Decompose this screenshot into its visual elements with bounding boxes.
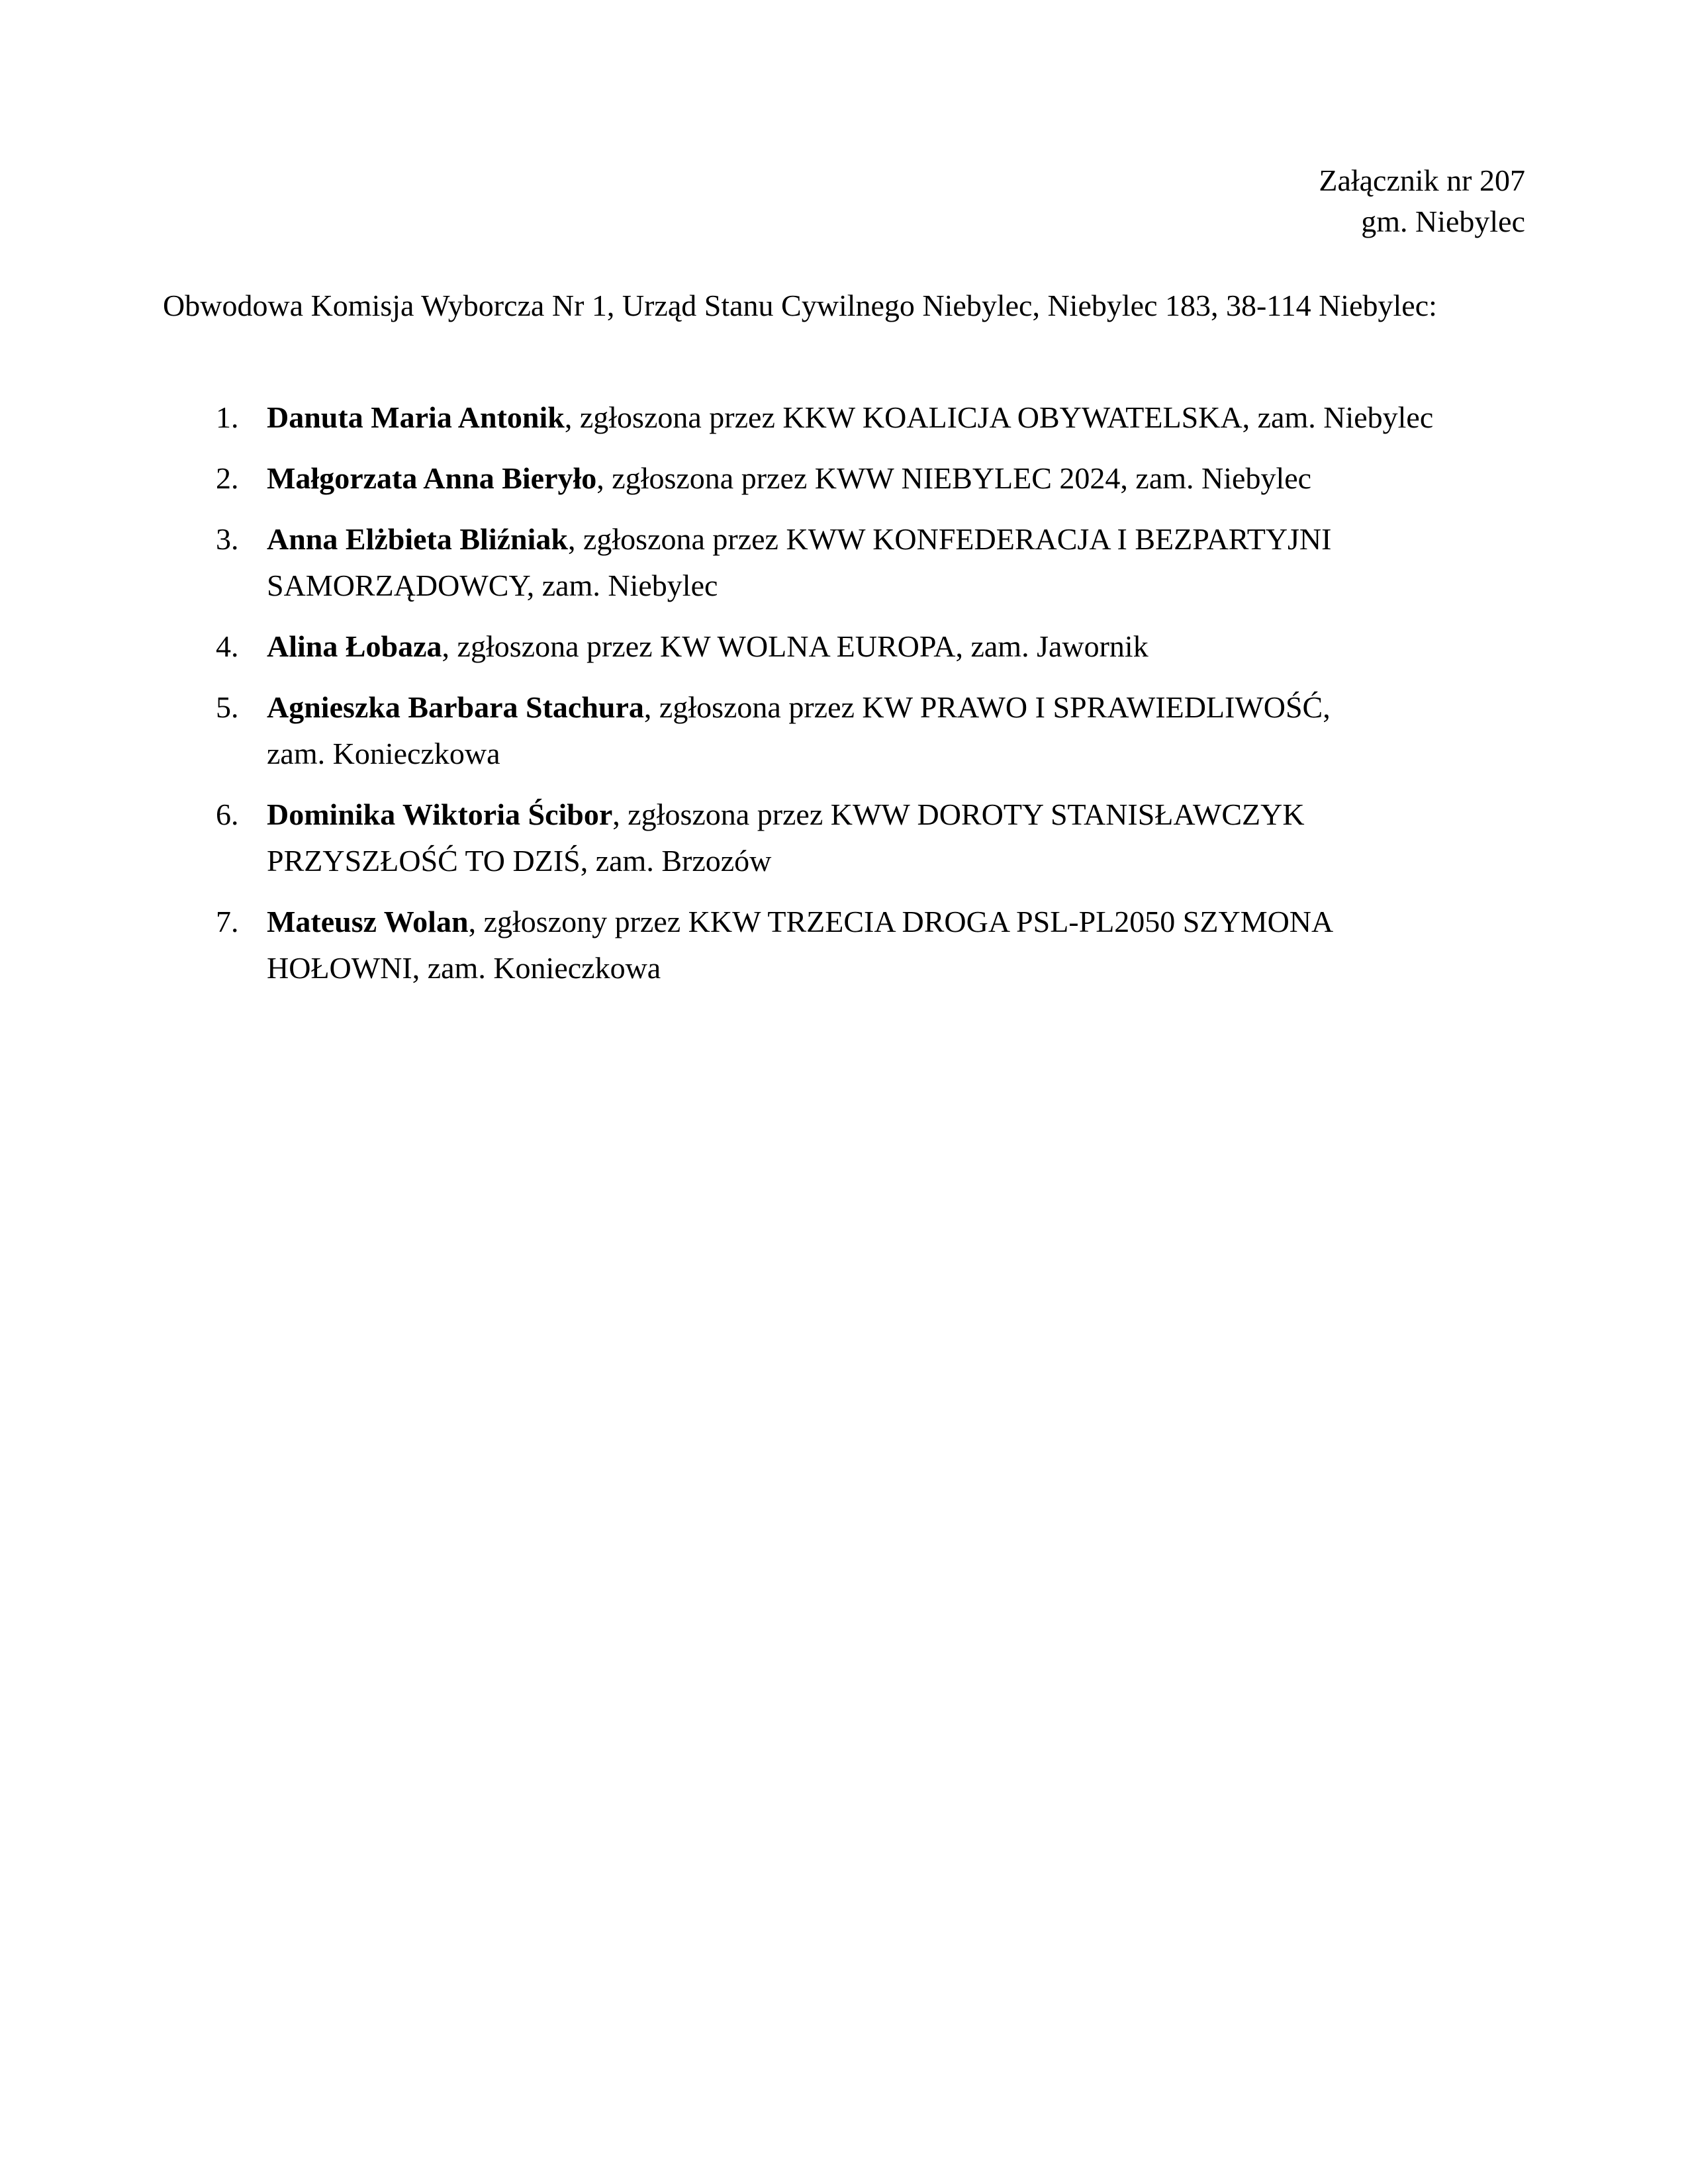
member-list-item bbox=[163, 684, 1526, 777]
member-description: , zgłoszony przez KKW TRZECIA DROGA PSL-PL2050 SZYMONA bbox=[468, 905, 1334, 938]
member-line-1 bbox=[267, 394, 1526, 441]
member-list-item bbox=[163, 899, 1526, 991]
member-number: 7. bbox=[216, 905, 239, 938]
member-number: 6. bbox=[216, 797, 239, 831]
member-line-1 bbox=[267, 516, 1526, 563]
member-description: , zgłoszona przez KW WOLNA EUROPA, zam. Jawornik bbox=[442, 629, 1149, 663]
member-number: 4. bbox=[216, 629, 239, 663]
member-name: Mateusz Wolan bbox=[267, 905, 469, 938]
member-line-1 bbox=[267, 899, 1526, 945]
member-name: Anna Elżbieta Bliźniak bbox=[267, 522, 568, 556]
member-number: 5. bbox=[216, 690, 239, 724]
member-name: Alina Łobaza bbox=[267, 629, 442, 663]
commission-member-list bbox=[163, 394, 1526, 1006]
member-description: , zgłoszona przez KKW KOALICJA OBYWATELSKA, zam. Niebylec bbox=[564, 400, 1434, 434]
member-line-2: PRZYSZŁOŚĆ TO DZIŚ, zam. Brzozów bbox=[267, 844, 772, 878]
member-list-item bbox=[163, 394, 1526, 441]
member-description: , zgłoszona przez KWW NIEBYLEC 2024, zam. Niebylec bbox=[596, 461, 1312, 495]
member-line-1 bbox=[267, 684, 1526, 731]
member-list-item bbox=[163, 792, 1526, 884]
member-description: , zgłoszona przez KW PRAWO I SPRAWIEDLIWOŚĆ, bbox=[643, 690, 1331, 724]
member-line-1 bbox=[267, 792, 1526, 838]
member-name: Danuta Maria Antonik bbox=[267, 400, 565, 434]
member-description: , zgłoszona przez KWW KONFEDERACJA I BEZPARTYJNI bbox=[567, 522, 1332, 556]
member-list-item bbox=[163, 623, 1526, 670]
member-number: 1. bbox=[216, 400, 239, 434]
member-line-2: HOŁOWNI, zam. Konieczkowa bbox=[267, 951, 661, 985]
member-name: Małgorzata Anna Bieryło bbox=[267, 461, 597, 495]
attachment-header bbox=[1319, 160, 1525, 242]
member-number: 3. bbox=[216, 522, 239, 556]
commission-heading: Obwodowa Komisja Wyborcza Nr 1, Urząd Stanu Cywilnego Niebylec, Niebylec 183, 38-114 Niebylec: bbox=[163, 289, 1437, 322]
member-list-item bbox=[163, 516, 1526, 609]
attachment-number: Załącznik nr 207 bbox=[1319, 163, 1525, 197]
member-number: 2. bbox=[216, 461, 239, 495]
member-name: Dominika Wiktoria Ścibor bbox=[267, 797, 613, 831]
municipality-name: gm. Niebylec bbox=[1361, 205, 1525, 238]
member-line-2: SAMORZĄDOWCY, zam. Niebylec bbox=[267, 569, 718, 602]
member-name: Agnieszka Barbara Stachura bbox=[267, 690, 644, 724]
member-line-1 bbox=[267, 455, 1526, 502]
member-line-2: zam. Konieczkowa bbox=[267, 737, 500, 770]
member-list-item bbox=[163, 455, 1526, 502]
member-description: , zgłoszona przez KWW DOROTY STANISŁAWCZYK bbox=[612, 797, 1305, 831]
member-line-1 bbox=[267, 623, 1526, 670]
